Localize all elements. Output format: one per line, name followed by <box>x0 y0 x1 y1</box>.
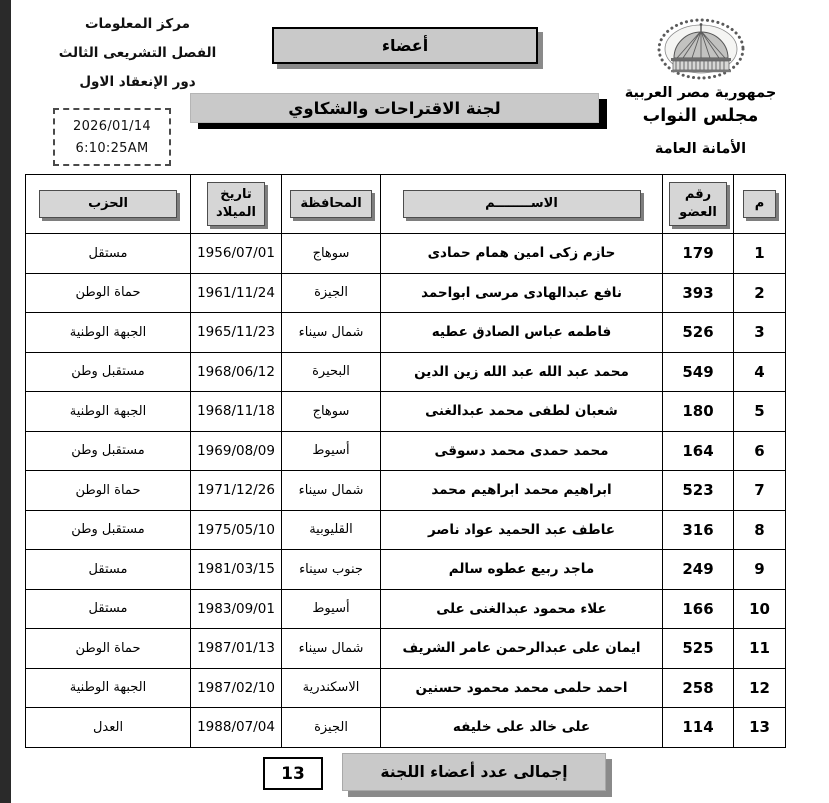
committee-title-bar <box>190 93 599 123</box>
member-name-cell: شعبان لطفى محمد عبدالغنى <box>381 392 663 432</box>
party-cell: مستقبل وطن <box>26 431 191 471</box>
parliament-dome-emblem-icon <box>656 16 746 84</box>
session-label: دور الإنعقاد الاول <box>79 74 196 90</box>
party-cell: مستقل <box>26 234 191 274</box>
birth-date-cell: 1988/07/04 <box>191 708 282 748</box>
name-header-label: الاســــــــم <box>403 190 641 218</box>
table-row <box>26 589 786 629</box>
table-row <box>26 510 786 550</box>
seq-header-label: م <box>743 190 777 218</box>
print-time: 6:10:25AM <box>75 140 149 156</box>
member-name-cell: ايمان على عبدالرحمن عامر الشريف <box>381 629 663 669</box>
members-title-label: أعضاء <box>381 36 429 55</box>
birth-date-cell: 1961/11/24 <box>191 273 282 313</box>
party-cell: مستقل <box>26 550 191 590</box>
header-cell-governorate <box>282 175 381 234</box>
birth-date-cell: 1983/09/01 <box>191 589 282 629</box>
table-header-row <box>26 175 786 234</box>
member-name-cell: عاطف عبد الحميد عواد ناصر <box>381 510 663 550</box>
party-header-label: الحزب <box>39 190 177 218</box>
table-row <box>26 708 786 748</box>
print-date: 2026/01/14 <box>73 118 151 134</box>
governorate-cell: سوهاج <box>282 234 381 274</box>
party-cell: العدل <box>26 708 191 748</box>
party-cell: مستقبل وطن <box>26 352 191 392</box>
header-cell-member-number <box>663 175 734 234</box>
governorate-cell: أسيوط <box>282 431 381 471</box>
info-center-label: مركز المعلومات <box>84 16 191 32</box>
row-number-cell: 12 <box>734 668 786 708</box>
total-members-label: إجمالى عدد أعضاء اللجنة <box>380 763 568 781</box>
country-label: جمهورية مصر العربية <box>624 85 777 101</box>
member-name-cell: على خالد على خليفه <box>381 708 663 748</box>
member-number-cell: 316 <box>663 510 734 550</box>
governorate-cell: جنوب سيناء <box>282 550 381 590</box>
party-cell: حماة الوطن <box>26 629 191 669</box>
row-number-cell: 2 <box>734 273 786 313</box>
birth-date-cell: 1975/05/10 <box>191 510 282 550</box>
print-datetime-box <box>53 108 171 166</box>
header-cell-seq <box>734 175 786 234</box>
row-number-cell: 10 <box>734 589 786 629</box>
member-number-cell: 114 <box>663 708 734 748</box>
member-number-cell: 249 <box>663 550 734 590</box>
member-number-cell: 526 <box>663 313 734 353</box>
governorate-cell: شمال سيناء <box>282 471 381 511</box>
birth-date-header-label: تاريخ الميلاد <box>207 182 265 225</box>
governorate-cell: البحيرة <box>282 352 381 392</box>
table-row <box>26 668 786 708</box>
member-name-cell: فاطمه عباس الصادق عطيه <box>381 313 663 353</box>
member-name-cell: علاء محمود عبدالغنى على <box>381 589 663 629</box>
governorate-cell: الجيزة <box>282 708 381 748</box>
total-members-value: 13 <box>281 763 305 784</box>
birth-date-cell: 1968/11/18 <box>191 392 282 432</box>
members-table-body <box>26 234 786 748</box>
party-cell: مستقبل وطن <box>26 510 191 550</box>
table-row <box>26 352 786 392</box>
header-cell-birth-date <box>191 175 282 234</box>
table-row <box>26 471 786 511</box>
committee-title-label: لجنة الاقتراحات والشكاوي <box>288 98 501 118</box>
header-cell-name <box>381 175 663 234</box>
members-table <box>25 174 786 748</box>
row-number-cell: 11 <box>734 629 786 669</box>
table-row <box>26 629 786 669</box>
member-number-cell: 523 <box>663 471 734 511</box>
table-row <box>26 273 786 313</box>
governorate-cell: شمال سيناء <box>282 629 381 669</box>
member-number-cell: 166 <box>663 589 734 629</box>
birth-date-cell: 1981/03/15 <box>191 550 282 590</box>
birth-date-cell: 1987/01/13 <box>191 629 282 669</box>
page-left-edge-strip <box>0 0 11 803</box>
row-number-cell: 5 <box>734 392 786 432</box>
party-cell: الجبهة الوطنية <box>26 392 191 432</box>
member-number-cell: 549 <box>663 352 734 392</box>
member-name-cell: محمد حمدى محمد دسوقى <box>381 431 663 471</box>
row-number-cell: 6 <box>734 431 786 471</box>
member-number-cell: 258 <box>663 668 734 708</box>
birth-date-cell: 1965/11/23 <box>191 313 282 353</box>
party-cell: مستقل <box>26 589 191 629</box>
table-row <box>26 392 786 432</box>
birth-date-cell: 1971/12/26 <box>191 471 282 511</box>
party-cell: الجبهة الوطنية <box>26 668 191 708</box>
member-name-cell: محمد عبد الله عبد الله زين الدين <box>381 352 663 392</box>
member-number-cell: 393 <box>663 273 734 313</box>
member-number-cell: 180 <box>663 392 734 432</box>
row-number-cell: 13 <box>734 708 786 748</box>
member-name-cell: احمد حلمى محمد محمود حسنين <box>381 668 663 708</box>
governorate-cell: سوهاج <box>282 392 381 432</box>
member-number-cell: 164 <box>663 431 734 471</box>
birth-date-cell: 1968/06/12 <box>191 352 282 392</box>
member-number-cell: 179 <box>663 234 734 274</box>
member-number-cell: 525 <box>663 629 734 669</box>
total-members-value-box <box>263 757 323 790</box>
member-name-cell: نافع عبدالهادى مرسى ابواحمد <box>381 273 663 313</box>
row-number-cell: 3 <box>734 313 786 353</box>
row-number-cell: 7 <box>734 471 786 511</box>
member-name-cell: ابراهيم محمد ابراهيم محمد <box>381 471 663 511</box>
row-number-cell: 4 <box>734 352 786 392</box>
row-number-cell: 1 <box>734 234 786 274</box>
governorate-cell: أسيوط <box>282 589 381 629</box>
member-name-cell: حازم زكى امين همام حمادى <box>381 234 663 274</box>
table-row <box>26 313 786 353</box>
party-cell: الجبهة الوطنية <box>26 313 191 353</box>
member-name-cell: ماجد ربيع عطوه سالم <box>381 550 663 590</box>
members-title-box <box>272 27 538 64</box>
birth-date-cell: 1969/08/09 <box>191 431 282 471</box>
table-row <box>26 550 786 590</box>
governorate-cell: الجيزة <box>282 273 381 313</box>
governorate-header-label: المحافظة <box>290 190 372 218</box>
governorate-cell: القليوبية <box>282 510 381 550</box>
legislative-term-label: الفصل التشريعى الثالث <box>58 45 217 61</box>
party-cell: حماة الوطن <box>26 273 191 313</box>
table-row <box>26 431 786 471</box>
member-number-header-label: رقم العضو <box>669 182 727 225</box>
row-number-cell: 8 <box>734 510 786 550</box>
secretariat-label: الأمانة العامة <box>654 141 747 157</box>
table-row <box>26 234 786 274</box>
info-center-block <box>30 10 245 97</box>
party-cell: حماة الوطن <box>26 471 191 511</box>
row-number-cell: 9 <box>734 550 786 590</box>
governorate-cell: شمال سيناء <box>282 313 381 353</box>
birth-date-cell: 1987/02/10 <box>191 668 282 708</box>
parliament-label: مجلس النواب <box>642 106 759 126</box>
header-cell-party <box>26 175 191 234</box>
birth-date-cell: 1956/07/01 <box>191 234 282 274</box>
governorate-cell: الاسكندرية <box>282 668 381 708</box>
total-members-label-box <box>342 753 606 791</box>
